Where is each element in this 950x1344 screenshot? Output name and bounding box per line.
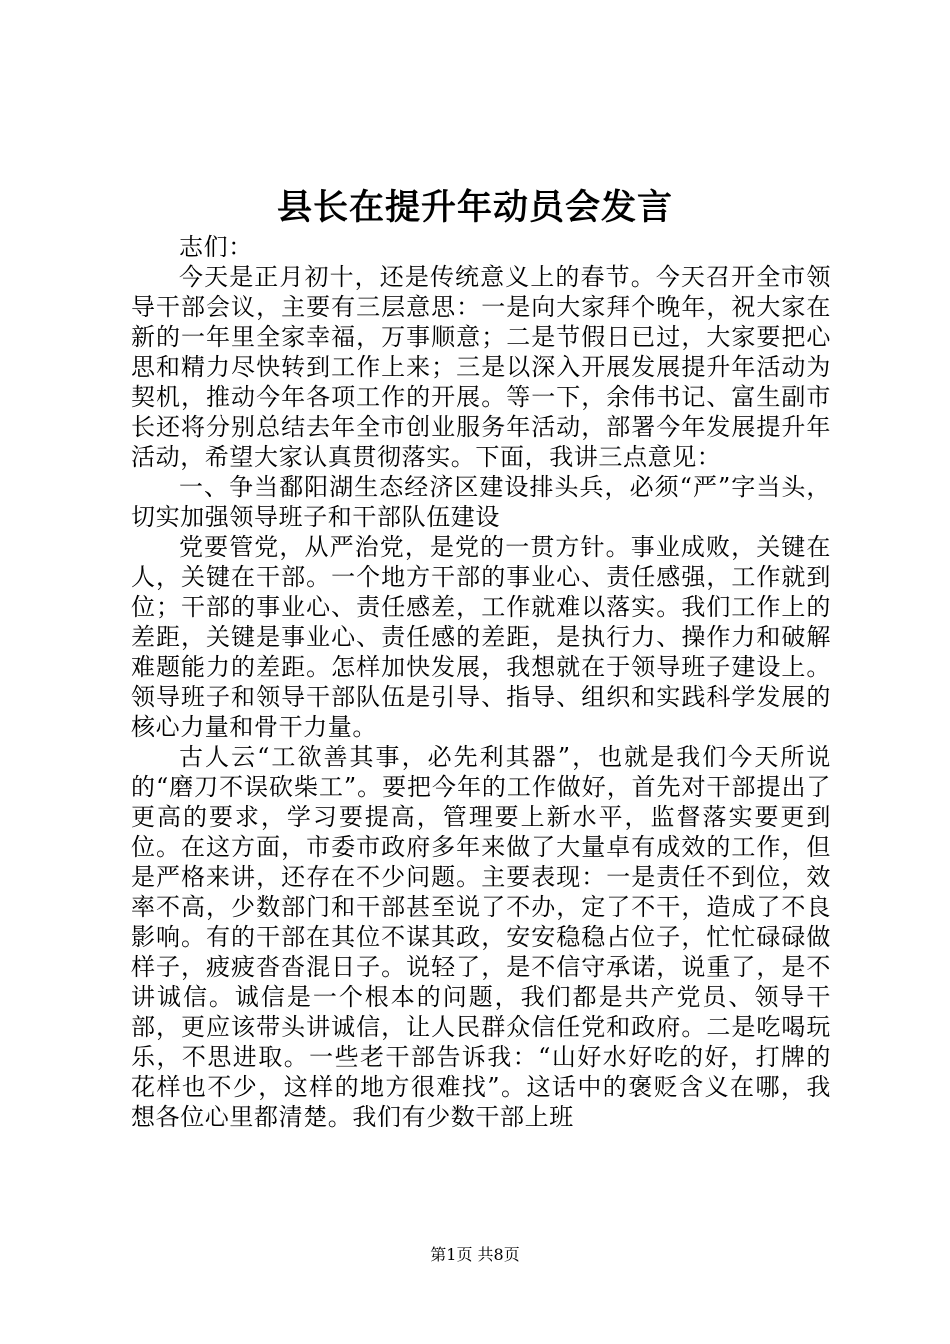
paragraph-opening: 今天是正月初十，还是传统意义上的春节。今天召开全市领导干部会议，主要有三层意思：一是向大家拜个晚年，祝大家在新的一年里全家幸福，万事顺意；二是节假日已过，大家要把心思和精力尽快转到工作上来；三是以深入开展发展提升年活动为契机，推动今年各项工作的开展。等一下，余伟书记、富生副市长还将分别总结去年全市创业服务年活动，部署今年发展提升年活动，希望大家认真贯彻落实。下面，我讲三点意见： — [131, 263, 831, 471]
page-number-footer: 第1页 共8页 — [430, 1245, 520, 1264]
paragraph-salutation: 志们： — [179, 233, 253, 261]
document-body — [131, 232, 831, 1132]
section-heading-1: 一、争当鄱阳湖生态经济区建设排头兵，必须“严”字当头，切实加强领导班子和干部队伍建设 — [131, 473, 831, 531]
paragraph-problems: 古人云“工欲善其事，必先利其器”，也就是我们今天所说的“磨刀不误砍柴工”。要把今年的工作做好，首先对干部提出了更高的要求，学习要提高，管理要上新水平，监督落实要更到位。在这方面，市委市政府多年来做了大量卓有成效的工作，但是严格来讲，还存在不少问题。主要表现：一是责任不到位，效率不高，少数部门和干部甚至说了不办，定了不干，造成了不良影响。有的干部在其位不谋其政，安安稳稳占位子，忙忙碌碌做样子，疲疲沓沓混日子。说轻了，是不信守承诺，说重了，是不讲诚信。诚信是一个根本的问题，我们都是共产党员、领导干部，更应该带头讲诚信，让人民群众信任党和政府。二是吃喝玩乐，不思进取。一些老干部告诉我：“山好水好吃的好，打牌的花样也不少，这样的地方很难找”。这话中的褒贬含义在哪，我想各位心里都清楚。我们有少数干部上班 — [131, 743, 831, 1131]
paragraph-party-discipline: 党要管党，从严治党，是党的一贯方针。事业成败，关键在人，关键在干部。一个地方干部的事业心、责任感强，工作就到位；干部的事业心、责任感差，工作就难以落实。我们工作上的差距，关键是事业心、责任感的差距，是执行力、操作力和破解难题能力的差距。怎样加快发展，我想就在于领导班子建设上。领导班子和领导干部队伍是引导、指导、组织和实践科学发展的核心力量和骨干力量。 — [131, 533, 831, 741]
document-title: 县长在提升年动员会发言 — [276, 187, 673, 228]
